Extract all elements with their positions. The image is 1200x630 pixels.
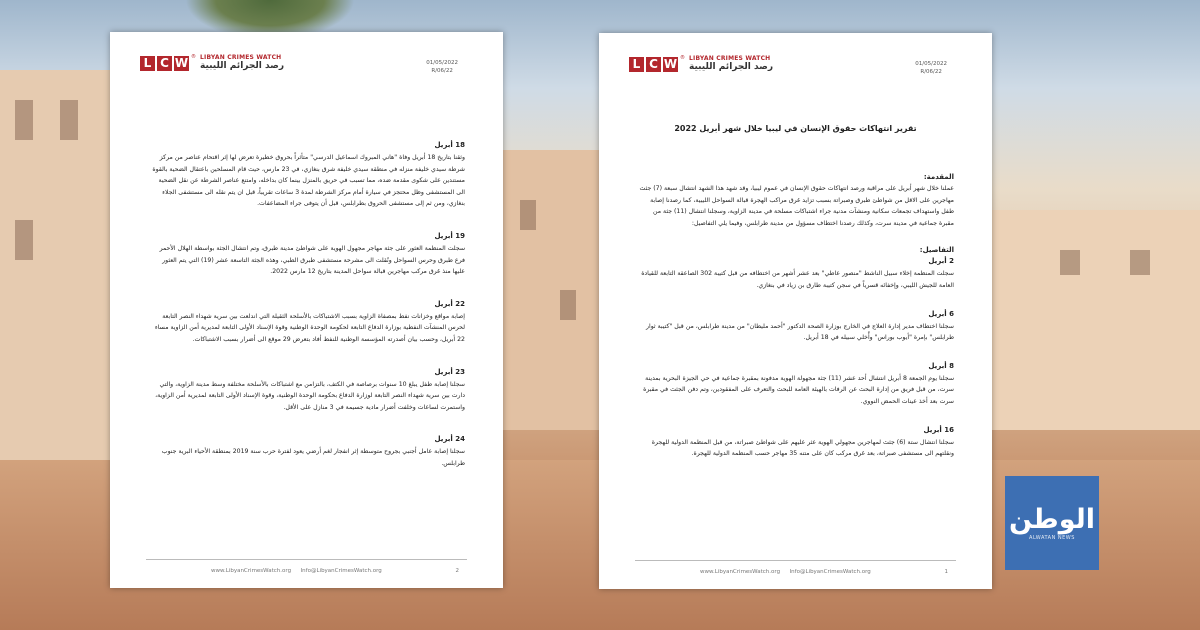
details-heading: التفاصيل:	[919, 246, 954, 255]
section	[148, 434, 465, 469]
section	[148, 299, 465, 346]
report-number: R/06/22	[920, 69, 942, 75]
alwatan-logo-badge	[1005, 476, 1099, 570]
page-footer	[635, 560, 956, 575]
report-ref	[915, 60, 947, 76]
logo-letter: L	[140, 56, 155, 71]
lcw-logo	[629, 55, 773, 73]
section-body: سجلنا إصابة طفل يبلغ 10 سنوات برصاصة في الكتف، بالتزامن مع اشتباكات بالأسلحة مختلفة وسط مدينة الزاوية، والتي دارت بين سرية شهداء النصر التابعة لوزارة الدفاع بحكومة الوحدة الوطنية، وقوة الإسناد الأولى التابعة لمديرية أمن الزاوية، واستمرت لساعات وخلفت أضرار مادية جسيمة في 3 منازل على الأقل.	[155, 380, 465, 411]
building-center	[503, 150, 599, 430]
section-heading: 23 أبريل	[434, 367, 465, 376]
alwatan-logo-subtext: ALWATAN NEWS	[1029, 535, 1075, 541]
page-footer	[146, 559, 467, 574]
section-heading: 19 أبريل	[434, 231, 465, 240]
section	[637, 425, 954, 460]
page-number: 2	[455, 568, 459, 574]
building-right	[992, 210, 1200, 430]
footer-email-link[interactable]: Info@LibyanCrimesWatch.org	[300, 568, 382, 574]
brand-name-en: LIBYAN CRIMES WATCH	[689, 55, 771, 62]
brand-name-ar: رصد الجرائم الليبية	[689, 62, 774, 72]
page-number: 1	[944, 569, 948, 575]
section-heading: 22 أبريل	[434, 299, 465, 308]
page-content	[637, 124, 954, 477]
section-heading: 8 أبريل	[928, 361, 954, 370]
section	[148, 231, 465, 278]
lcw-logo	[140, 54, 284, 72]
logo-letter: W	[174, 55, 189, 70]
report-number: R/06/22	[431, 68, 453, 74]
registered-icon: ®	[191, 54, 196, 60]
registered-icon: ®	[680, 55, 685, 61]
logo-letter: W	[663, 56, 678, 71]
section-body: سجلت المنظمة إخلاء سبيل الناشط "منصور عاطي" بعد عشر أشهر من اختطافه من قبل كتيبة 302 الصاعقة التابعة للقيادة العامة للجيش الليبي، وإخفائه قسرياً في سجن كتيبة طارق بن زياد في بنغازي.	[641, 270, 954, 289]
section-body: سجلنا اختطاف مدير إدارة العلاج في الخارج بوزارة الصحة الدكتور "أحمد مليطان" من مدينة طرابلس، من قبل "كتيبة ثوار طرابلس" بإمرة "أيوب بوراس" وأُخلي سبيله في 18 أبريل.	[645, 322, 954, 342]
section-body: سجلت المنظمة العثور على جثة مهاجر مجهول الهوية على شواطئ مدينة طبرق، وتم انتشال الجثة بواسطة الهلال الأحمر فرع طبرق وحرس السواحل ونُقلت الى مشرحة مستشفى طبرق الطبي، وهذه الجثة التاسعة عشر (19) التي يتم العثور عليها منذ غرق مركب مهاجرين قبالة سواحل المدينة بتاريخ 12 مارس 2022.	[159, 244, 465, 276]
footer-website-link[interactable]: www.LibyanCrimesWatch.org	[211, 568, 292, 574]
logo-letter: C	[157, 56, 172, 71]
section-heading: 2 أبريل	[928, 257, 954, 266]
intro-heading: المقدمة:	[923, 173, 954, 181]
page-content	[148, 140, 465, 491]
section-heading: 24 أبريل	[434, 435, 465, 444]
section	[637, 256, 954, 291]
report-page-1	[599, 33, 992, 589]
section	[637, 361, 954, 408]
footer-email-link[interactable]: Info@LibyanCrimesWatch.org	[789, 569, 871, 575]
intro-body: عملنا خلال شهر أبريل على مراقبة ورصد انتهاكات حقوق الإنسان في عموم ليبيا، وقد شهد هذا الشهد انتشال سبعة (7) جثث مهاجرين على الاقل من شواطئ طبرق وصبراتة بسبب تزايد غرق مراكب الهجرة قبالة السواحل الليبية، كما رصدنا إصابة طفل واستهداف تجمعات سكانية ومنشآت مدنية جراء اشتباكات مسلحة في مدينة الزاوية، وسجلنا انتشال (11) جثة من مقبرة جماعية في مدينة سرت، وكذلك رصدنا اختطاف مسؤول من مدينة طرابلس، وفيما يلي التفاصيل:	[639, 185, 954, 227]
report-page-2	[110, 32, 503, 588]
section	[637, 309, 954, 344]
section-heading: 16 أبريل	[923, 425, 954, 434]
section	[148, 367, 465, 414]
report-date: 01/05/2022	[426, 60, 458, 66]
logo-letter: L	[629, 57, 644, 72]
section-body: سجلنا انتشال ستة (6) جثث لمهاجرين مجهولي الهوية عثر عليهم على شواطئ صبراتة، من قبل المنظمة الدولية للهجرة ونقلتهم الى مستشفى صبراتة، بعد غرق مركب كان على متنه 35 مهاجر حسب المنظمة الدولية للهجرة.	[651, 438, 954, 458]
report-date: 01/05/2022	[915, 61, 947, 67]
section	[148, 140, 465, 210]
logo-letter: C	[646, 57, 661, 72]
brand-name-en: LIBYAN CRIMES WATCH	[200, 54, 282, 61]
brand-name-ar: رصد الجرائم الليبية	[200, 61, 285, 71]
section-body: سجلنا يوم الجمعة 8 أبريل انتشال أحد عشر (11) جثة مجهولة الهوية مدفونة بمقبرة جماعية في حي الجيزة البحرية بمدينة سرت، من قبل فريق من إدارة البحث عن الرفات بالهيئة العامة للبحث والتعرف على المفقودين، وتم دفن الجثث في مقبرة سرت بعد أخذ عينات الحمض النووي.	[643, 374, 954, 405]
section-body: سجلنا إصابة عامل أجنبي بجروح متوسطة إثر انفجار لغم أرضي يعود لفترة حرب سنة 2019 بمنطقة الأحياء البرية جنوب طرابلس.	[161, 448, 465, 467]
alwatan-logo-text: الوطن	[1008, 504, 1096, 535]
section-heading: 6 أبريل	[928, 309, 954, 318]
report-ref	[426, 59, 458, 75]
section-heading: 18 أبريل	[434, 141, 465, 149]
section-body: وثقنا بتاريخ 18 أبريل وفاة "هاني المبروك اسماعيل الدرسي" متأثراً بحروق خطيرة تعرض لها إثر اقتحام عناصر من مركز شرطة سيدي خليفة منزله في منطقة سيدي خليفة شرق بنغازي، في 23 مارس، حيث قام المسلحين باعتقال الضحية بالقوة مستندين على شكوى مقدمة ضده، مما تسبب في حريق بالمنزل بينما كان بداخله، وامتنع عناصر الشرطة عن نقل الضحية الى المستشفى وظل محتجز في سيارة أمام مركز الشرطة لمدة 3 ساعات تقريباً، قبل ان يتم نقله الى مستشفى الجلاء بنغازي، ومن ثم إلى مستشفى الحروق بطرابلس، قبل أن يتوفى جراء المضاعفات.	[152, 154, 465, 208]
report-title: تقرير انتهاكات حقوق الإنسان في ليبيا خلال شهر أبريل 2022	[674, 124, 917, 133]
footer-website-link[interactable]: www.LibyanCrimesWatch.org	[700, 569, 781, 575]
section-body: إصابة مواقع وخزانات نفط بمصفاة الزاوية بسبب الاشتباكات بالأسلحة الثقيلة التي اندلعت بين سرية شهداء النصر التابعة لحرس المنشآت النفطية بوزارة الدفاع التابعة لحكومة الوحدة الوطنية وقوة الإسناد الأولى التابعة لمديرية أمن الزاوية مساء 22 أبريل، وحسب بيان أصدرته المؤسسة الوطنية للنفط أفاد بتعرض 29 موقع الى أضرار بسبب الاشتباكات.	[154, 312, 465, 343]
